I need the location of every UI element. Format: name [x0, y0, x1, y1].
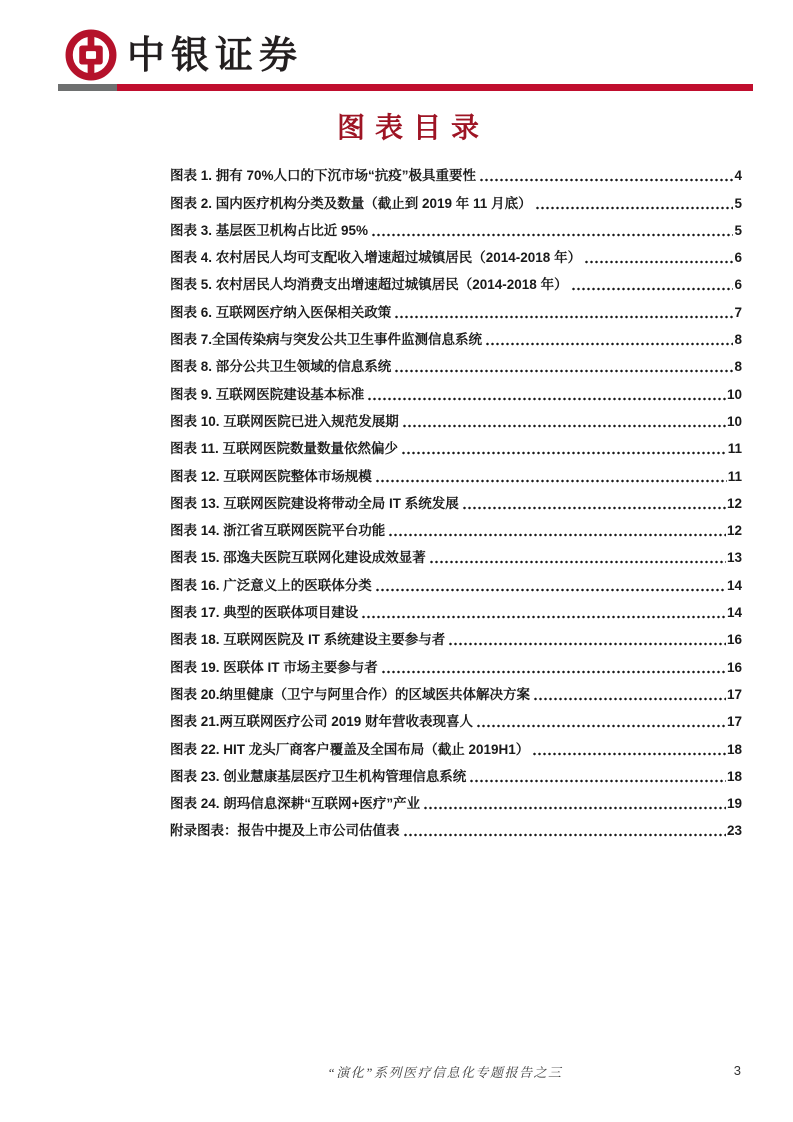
toc-entry-page: 12 [726, 495, 742, 511]
toc-leader-dots [371, 233, 733, 237]
toc-leader-dots [388, 533, 726, 537]
toc-leader-dots [394, 315, 733, 319]
brand [63, 26, 753, 84]
toc-entry-label: 图表 20.纳里健康（卫宁与阿里合作）的区域医共体解决方案 [170, 686, 531, 702]
toc-entry-page: 12 [726, 523, 742, 539]
header-divider-red-segment [117, 84, 753, 91]
toc-entry-label: 附录图表：报告中提及上市公司估值表 [170, 823, 400, 839]
toc-entry-label: 图表 19. 医联体 IT 市场主要参与者 [170, 659, 378, 675]
toc-entry[interactable] [170, 158, 742, 185]
toc-entry-page: 8 [734, 332, 742, 348]
toc-entry-label: 图表 21.两互联网医疗公司 2019 财年营收表现喜人 [170, 714, 474, 730]
toc-entry-label: 图表 24. 朗玛信息深耕“互联网+医疗”产业 [170, 796, 421, 812]
toc-entry-label: 图表 9. 互联网医院建设基本标准 [170, 386, 365, 402]
toc-entry-page: 11 [727, 468, 742, 484]
toc-entry-page: 17 [726, 686, 742, 702]
toc-leader-dots [448, 642, 726, 646]
toc-entry[interactable] [170, 813, 742, 840]
toc-entry[interactable] [170, 486, 742, 513]
toc-entry-label: 图表 4. 农村居民人均可支配收入增速超过城镇居民（2014-2018 年） [170, 250, 582, 266]
toc-leader-dots [485, 342, 733, 346]
toc-entry-page: 14 [726, 605, 742, 621]
toc-entry-label: 图表 15. 邵逸夫医院互联网化建设成效显著 [170, 550, 426, 566]
toc-entry-label: 图表 1. 拥有 70%人口的下沉市场“抗疫”极具重要性 [170, 168, 477, 184]
toc-entry-label: 图表 13. 互联网医院建设将带动全局 IT 系统发展 [170, 495, 459, 511]
toc-entry-page: 16 [726, 632, 742, 648]
toc-entry-page: 6 [734, 250, 742, 266]
toc-leader-dots [367, 397, 726, 401]
toc-leader-dots [402, 424, 726, 428]
toc-leader-dots [533, 697, 726, 701]
toc-entry-label: 图表 3. 基层医卫机构占比近 95% [170, 222, 369, 238]
toc-entry[interactable] [170, 185, 742, 212]
toc-entry-page: 8 [734, 359, 742, 375]
page-footer [63, 1062, 753, 1084]
toc-entry[interactable] [170, 759, 742, 786]
toc-entry[interactable] [170, 431, 742, 458]
toc-entry[interactable] [170, 704, 742, 731]
toc-entry-page: 5 [734, 222, 742, 238]
header-divider-gray-segment [58, 84, 117, 91]
toc-entry-page: 17 [726, 714, 742, 730]
toc-entry-page: 10 [726, 413, 742, 429]
toc-entry[interactable] [170, 458, 742, 485]
toc-entry-label: 图表 8. 部分公共卫生领域的信息系统 [170, 359, 392, 375]
toc-entry-label: 图表 5. 农村居民人均消费支出增速超过城镇居民（2014-2018 年） [170, 277, 568, 293]
footer-report-title: “演化”系列医疗信息化专题报告之三 [327, 1065, 563, 1080]
toc-leader-dots [394, 369, 733, 373]
toc-entry[interactable] [170, 622, 742, 649]
toc-leader-dots [401, 451, 727, 455]
toc-leader-dots [535, 206, 734, 210]
toc-entry[interactable] [170, 294, 742, 321]
toc-entry[interactable] [170, 595, 742, 622]
brand-name: 中银证券 [127, 33, 304, 77]
toc-entry-page: 6 [734, 277, 742, 293]
toc-leader-dots [361, 615, 726, 619]
toc-leader-dots [462, 506, 726, 510]
toc-leader-dots [479, 178, 733, 182]
toc-leader-dots [375, 588, 726, 592]
toc-entry[interactable] [170, 376, 742, 403]
toc-leader-dots [429, 560, 726, 564]
toc-leader-dots [476, 724, 726, 728]
toc-entry-label: 图表 7.全国传染病与突发公共卫生事件监测信息系统 [170, 332, 483, 348]
toc-entry[interactable] [170, 513, 742, 540]
toc-leader-dots [469, 779, 726, 783]
toc-entry-page: 14 [726, 577, 742, 593]
toc-entry-label: 图表 17. 典型的医联体项目建设 [170, 605, 359, 621]
toc-entry-label: 图表 14. 浙江省互联网医院平台功能 [170, 523, 386, 539]
toc-leader-dots [423, 806, 726, 810]
toc-entry-label: 图表 2. 国内医疗机构分类及数量（截止到 2019 年 11 月底） [170, 195, 532, 211]
toc-entry-page: 5 [734, 195, 742, 211]
toc-entry-page: 13 [726, 550, 742, 566]
toc-entry-page: 4 [734, 168, 742, 184]
toc-entry-page: 19 [726, 796, 742, 812]
toc-entry[interactable] [170, 322, 742, 349]
toc-entry[interactable] [170, 731, 742, 758]
toc-entry[interactable] [170, 786, 742, 813]
boc-logo-icon [63, 27, 119, 83]
toc-entry-label: 图表 6. 互联网医疗纳入医保相关政策 [170, 304, 392, 320]
toc-entry-label: 图表 11. 互联网医院数量数量依然偏少 [170, 441, 399, 457]
toc-entry-page: 11 [727, 441, 742, 457]
toc-leader-dots [375, 479, 727, 483]
report-header [63, 26, 753, 84]
toc-entry[interactable] [170, 267, 742, 294]
toc-leader-dots [403, 833, 726, 837]
toc-entry-page: 10 [726, 386, 742, 402]
toc-entry-page: 16 [726, 659, 742, 675]
toc-entry-page: 18 [726, 741, 742, 757]
toc-entry-page: 7 [734, 304, 742, 320]
toc-entry-label: 图表 18. 互联网医院及 IT 系统建设主要参与者 [170, 632, 446, 648]
toc-entry[interactable] [170, 240, 742, 267]
toc-entry-label: 图表 22. HIT 龙头厂商客户覆盖及全国布局（截止 2019H1） [170, 741, 530, 757]
toc-list [170, 158, 742, 840]
toc-entry[interactable] [170, 404, 742, 431]
toc-entry[interactable] [170, 567, 742, 594]
header-divider [58, 84, 753, 91]
page-title: 图表目录 [336, 111, 489, 144]
toc-entry-label: 图表 16. 广泛意义上的医联体分类 [170, 577, 372, 593]
toc-leader-dots [571, 287, 734, 291]
footer-page-number: 3 [733, 1063, 741, 1078]
toc-entry-page: 18 [726, 768, 742, 784]
toc-entry[interactable] [170, 540, 742, 567]
toc-entry-label: 图表 23. 创业慧康基层医疗卫生机构管理信息系统 [170, 768, 467, 784]
toc-leader-dots [381, 670, 726, 674]
toc-entry-page: 23 [726, 823, 742, 839]
toc-entry[interactable] [170, 649, 742, 676]
toc-leader-dots [584, 260, 733, 264]
toc-entry-label: 图表 10. 互联网医院已进入规范发展期 [170, 413, 399, 429]
toc-entry[interactable] [170, 677, 742, 704]
toc-entry-label: 图表 12. 互联网医院整体市场规模 [170, 468, 372, 484]
toc-entry[interactable] [170, 349, 742, 376]
toc-entry[interactable] [170, 213, 742, 240]
toc-leader-dots [532, 752, 726, 756]
